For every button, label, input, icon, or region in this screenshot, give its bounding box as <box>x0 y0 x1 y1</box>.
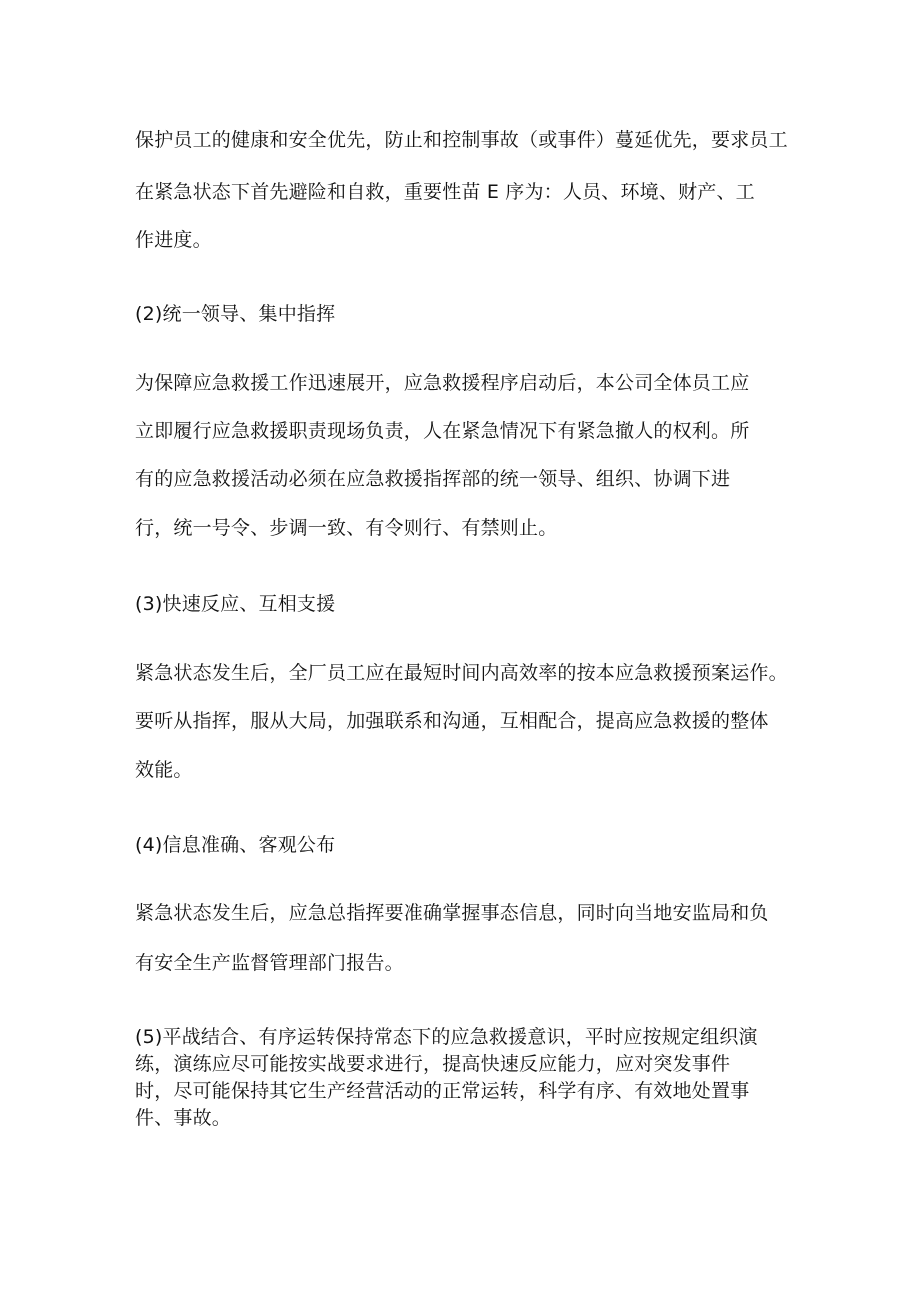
paragraph-5-line-4: 件、事故。 <box>135 1107 232 1129</box>
paragraph-1-line-2: 在紧急状态下首先避险和自救，重要性苗 E 序为：人员、环境、财产、工 <box>135 181 755 203</box>
paragraph-1-line-3: 作进度。 <box>135 229 212 251</box>
section-heading-4: (4)信息准确、客观公布 <box>135 834 336 856</box>
paragraph-4-line-1: 紧急状态发生后，应急总指挥要准确掌握事态信息，同时向当地安监局和负 <box>135 902 769 924</box>
paragraph-1-line-1: 保护员工的健康和安全优先，防止和控制事故（或事件）蔓延优先，要求员工 <box>135 129 788 151</box>
paragraph-5-line-1: (5)平战结合、有序运转保持常态下的应急救援意识，平时应按规定组织演 <box>135 1026 758 1048</box>
section-heading-2: (2)统一领导、集中指挥 <box>135 303 336 325</box>
paragraph-3-line-3: 效能。 <box>135 759 193 781</box>
paragraph-2-line-4: 行，统一号令、步调一致、有令则行、有禁则止。 <box>135 517 558 539</box>
paragraph-3-line-1: 紧急状态发生后，全厂员工应在最短时间内高效率的按本应急救援预案运作。 <box>135 662 788 684</box>
paragraph-2-line-2: 立即履行应急救援职责现场负责，人在紧急情况下有紧急撤人的权利。所 <box>135 420 750 442</box>
paragraph-3-line-2: 要听从指挥，服从大局，加强联系和沟通，互相配合，提高应急救援的整体 <box>135 710 769 732</box>
paragraph-2-line-3: 有的应急救援活动必须在应急救援指挥部的统一领导、组织、协调下进 <box>135 468 731 490</box>
paragraph-2-line-1: 为保障应急救援工作迅速展开，应急救援程序启动后，本公司全体员工应 <box>135 372 750 394</box>
paragraph-4-line-2: 有安全生产监督管理部门报告。 <box>135 952 404 974</box>
paragraph-5-line-3: 时，尽可能保持其它生产经营活动的正常运转，科学有序、有效地处置事 <box>135 1080 750 1102</box>
section-heading-3: (3)快速反应、互相支援 <box>135 593 336 615</box>
paragraph-5-line-2: 练，演练应尽可能按实战要求进行，提高快速反应能力，应对突发事件 <box>135 1053 731 1075</box>
